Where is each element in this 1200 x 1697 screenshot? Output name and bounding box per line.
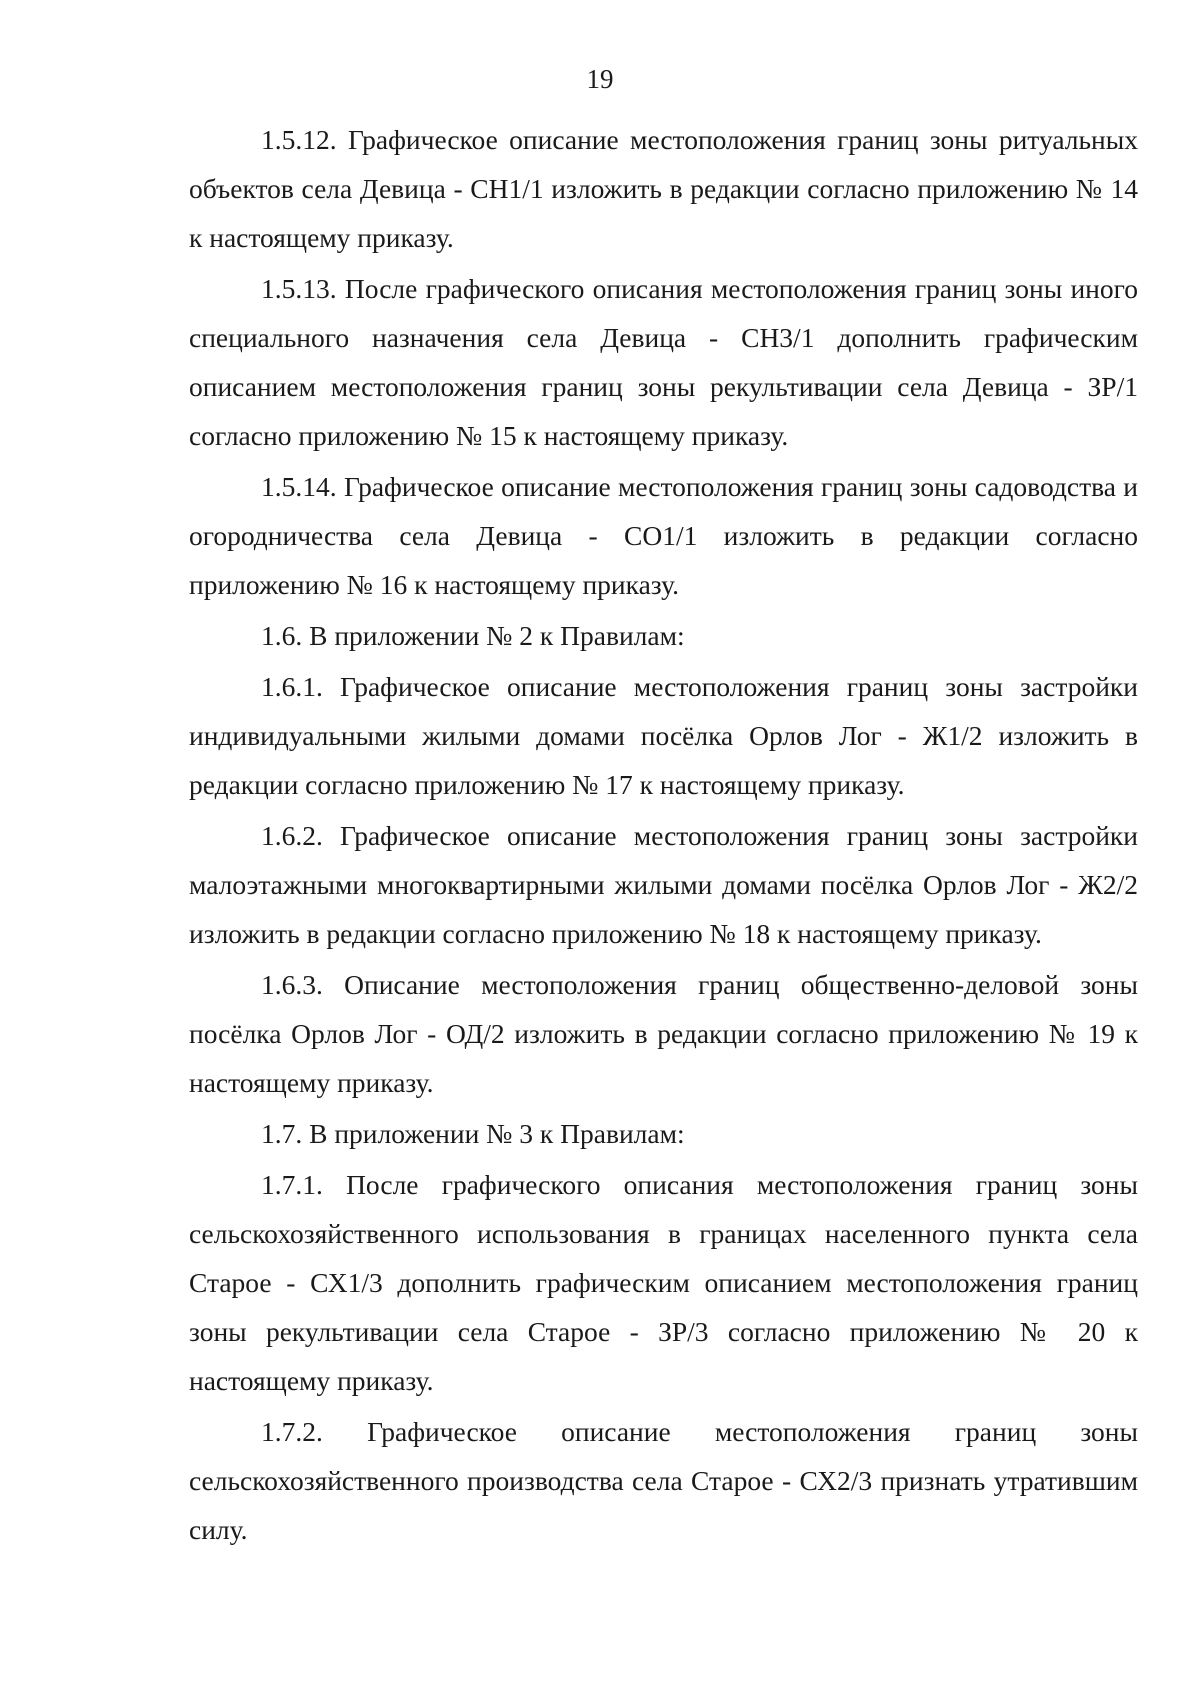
- paragraph-1-7: 1.7. В приложении № 3 к Правилам:: [261, 1118, 685, 1149]
- paragraph-1-6-2: 1.6.2. Графическое описание местоположения границ зоны застройки малоэтажными многоквартирными жилыми домами посёлка Орлов Лог - Ж2/2 изложить в редакции согласно приложению № 18 к настоящему приказу.: [189, 820, 1138, 949]
- paragraph-1-6-3: 1.6.3. Описание местоположения границ общественно-деловой зоны посёлка Орлов Лог - ОД/2 изложить в редакции согласно приложению № 19 к настоящему приказу.: [189, 969, 1138, 1098]
- paragraph-1-5-12: 1.5.12. Графическое описание местоположения границ зоны ритуальных объектов села Девица - СН1/1 изложить в редакции согласно приложению № 14 к настоящему приказу.: [189, 124, 1138, 253]
- paragraph-1-6-1: 1.6.1. Графическое описание местоположения границ зоны застройки индивидуальными жилыми домами посёлка Орлов Лог - Ж1/2 изложить в редакции согласно приложению № 17 к настоящему приказу.: [189, 671, 1138, 800]
- paragraph-1-6: 1.6. В приложении № 2 к Правилам:: [261, 620, 685, 651]
- document-body: [189, 115, 1138, 1556]
- paragraph-1-7-1: 1.7.1. После графического описания местоположения границ зоны сельскохозяйственного использования в границах населенного пункта села Старое - СХ1/3 дополнить графическим описанием местоположения границ зоны рекультивации села Старое - ЗР/3 согласно приложению № 20 к настоящему приказу.: [189, 1169, 1138, 1396]
- paragraph-1-7-2: 1.7.2. Графическое описание местоположения границ зоны сельскохозяйственного производства села Старое - СХ2/3 признать утратившим силу.: [189, 1416, 1138, 1545]
- page-number: 19: [586, 64, 614, 94]
- paragraph-1-5-13: 1.5.13. После графического описания местоположения границ зоны иного специального назначения села Девица - СН3/1 дополнить графическим описанием местоположения границ зоны рекультивации села Девица - ЗР/1 согласно приложению № 15 к настоящему приказу.: [189, 273, 1138, 451]
- paragraph-1-5-14: 1.5.14. Графическое описание местоположения границ зоны садоводства и огородничества села Девица - СО1/1 изложить в редакции согласно приложению № 16 к настоящему приказу.: [189, 471, 1138, 600]
